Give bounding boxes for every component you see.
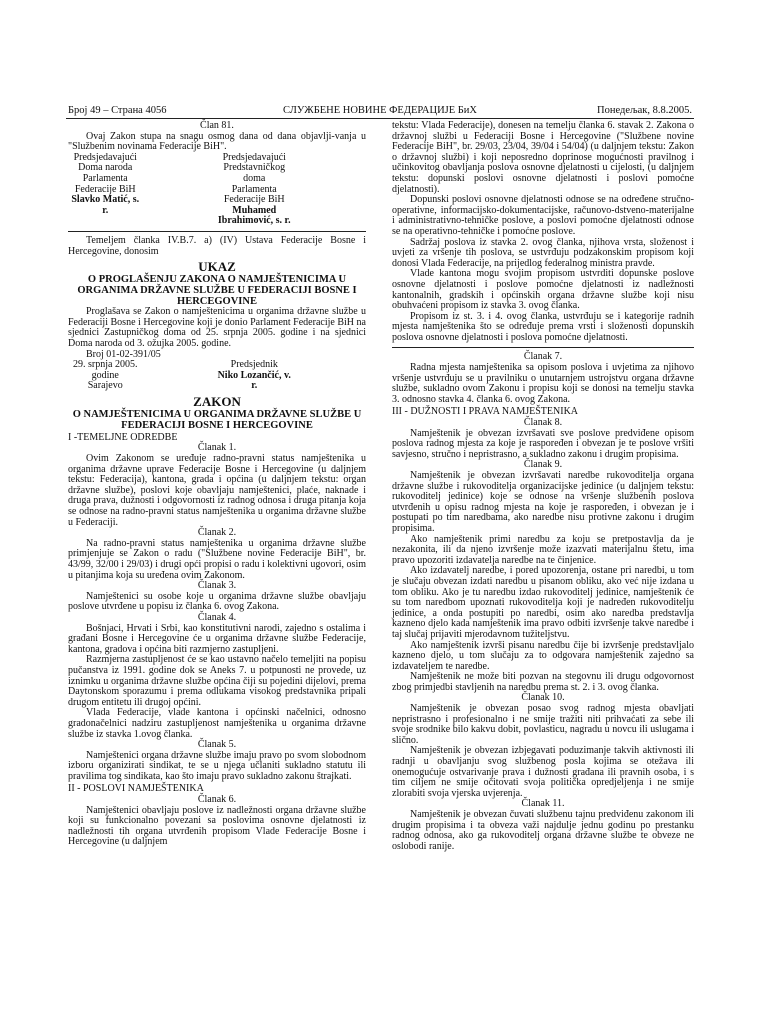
- paragraph: Proglašava se Zakon o namještenicima u organima državne službe u Federaciji Bosne i Hercegovine koji je donio Parlament Federacije BiH na sjednici Zastupničkog doma od 25. srpnja 2005. godine i na sjednici Doma naroda od 3. ožujka 2005. godine.: [68, 306, 366, 349]
- paragraph: Ako izdavatelj naredbe, i pored upozorenja, ostane pri naredbi, u tom je slučaju obvezan izdati naredbu u pisanom obliku, ako već nije izdana u tom obliku. Ako je tu naredbu izdao rukovoditelj jedinice, namještenik će su tom naredbom upoznati rukovoditelja koji je nadređen rukovoditelju jedinice, a onda postupiti po naredbi, osim ako naredba predstavlja kazneno djelo kada namještenik ima pravo odbiti izvršenje takve naredbe i taj slučaj prijaviti mjerodavnom tužiteljstvu.: [392, 565, 694, 640]
- paragraph: Bošnjaci, Hrvati i Srbi, kao konstitutivni narodi, zajedno s ostalima i građani Bosne i Hercegovine će u organima državne službe Federacije, kantona, gradova i općina biti razmjerno zastupljeni.: [68, 622, 366, 655]
- article-title: Članak 3.: [197, 580, 237, 592]
- page-header: [68, 104, 692, 118]
- section-divider: [68, 231, 366, 232]
- paragraph: Namještenik je obvezan posao svog radnog mjesta obavljati nepristrasno i profesionalno i ne smije tražiti niti prihvaćati za sebe ili svoje srodnike bilo kakvu dobit, povlasticu, nagradu u novcu ili uslugama i slično.: [392, 703, 694, 746]
- paragraph: Namještenik je obvezan izbjegavati poduzimanje takvih aktivnosti ili radnji u obavljanju svog službenog posla kojima se otežava ili onemogućuje ostvarivanje prava i dužnosti građana ili pravnih osoba, i s tim ciljem ne smije očitovati svoja politička opredjeljenja i ne smije zlorabiti svoja vjerska uvjerenja.: [392, 745, 694, 799]
- paragraph: Ako namještenik primi naredbu za koju se pretpostavlja da je nezakonita, ili da njeno izvršenje može izazvati materijalnu štetu, ima pravo upozoriti izdavatelja naredbe na te činjenice.: [392, 533, 694, 566]
- signer-role: Predsjednik: [230, 359, 278, 371]
- signature-role: Predsjedavajući: [73, 151, 137, 163]
- signature-parliament: Parlamenta Federacije BiH: [223, 183, 285, 206]
- section-heading: II - POSLOVI NAMJEŠTENIKA: [68, 783, 204, 795]
- paragraph: Dopunski poslovi osnovne djelatnosti odnose se na određene stručno-operativne, informacijsko-dokumentacijske, računovo-dstveno-materijalne i administrativno-tehničke poslove, a poslovi pomoćne djelatnosti odnose se na operativno-tehničke i pomoćne poslove.: [392, 194, 694, 237]
- signature-role: Predsjedavajući: [222, 151, 286, 163]
- gazette-title: СЛУЖБЕНЕ НОВИНЕ ФЕДЕРАЦИЈЕ БиХ: [282, 105, 478, 116]
- paragraph: Na radno-pravni status namještenika u organima državne službe primjenjuje se Zakon o radu ("Službene novine Federacije BiH", br. 43/99, 32/00 i 29/03) i drugi opći propisi o radu i kolektivni ugovori, osim u pitanjima koja su uređena ovim Zakonom.: [68, 537, 366, 581]
- issue-page-number: Број 49 – Страна 4056: [68, 105, 167, 116]
- paragraph: Ovaj Zakon stupa na snagu osmog dana od dana objavlji-vanja u "Službenim novinama Federacije BiH".: [68, 130, 366, 153]
- paragraph: Namještenik ne može biti pozvan na stegovnu ili drugu odgovornost zbog primjedbi stavljenih na naredbu prema st. 2. i 3. ovog članka.: [392, 671, 694, 693]
- article-title: Članak 9.: [523, 459, 563, 471]
- article-title: Članak 2.: [197, 527, 237, 539]
- paragraph: Namještenik je obvezan izvršavati sve poslove predviđene opisom poslova radnog mjesta za koje je raspoređen i obvezan je te poslove vršiti savjesno, stručno i nepristrasno, a sukladno zakonu i drugim propisima.: [392, 427, 694, 460]
- signature-body: Predstavničkog doma: [223, 162, 286, 184]
- ukaz-subtitle: O PROGLAŠENJU ZAKONA O NAMJEŠTENICIMA U ORGANIMA DRŽAVNE SLUŽBE U FEDERACIJI BOSNE I HERCEGOVINE: [77, 274, 357, 308]
- signature-doma-naroda: [68, 153, 217, 227]
- signature-predstavnicki-dom: [217, 153, 366, 227]
- article-title: Članak 7.: [523, 351, 563, 363]
- article-title: Članak 1.: [197, 442, 237, 454]
- paragraph: Temeljem članka IV.B.7. a) (IV) Ustava Federacije Bosne i Hercegovine, donosim: [68, 234, 366, 257]
- signer-name: Niko Lozančić, v. r.: [217, 369, 291, 392]
- paragraph: Namještenici organa državne službe imaju pravo po svom slobodnom izboru organizirati sindikat, te se u njega učlaniti sukladno statutu ili pravilima tog sindikata, kao što imaju pravo sukladno zakonu štrajkati.: [68, 749, 366, 782]
- article-title: Članak 6.: [197, 794, 237, 806]
- decree-place: Sarajevo: [87, 380, 123, 392]
- decree-signer: [217, 360, 366, 392]
- paragraph: Namještenici su osobe koje u organima državne službe obavljaju poslove utvrđene u popisu iz članka 6. ovog Zakona.: [68, 590, 366, 613]
- signature-block: [68, 153, 366, 227]
- paragraph: tekstu: Vlada Federacije), donesen na temelju članka 6. stavak 2. Zakona o državnoj službi u Federaciji Bosne i Hercegovine ("Službene novine Federacije BiH", br. 29/03, 23/04, 39/04 i 54/04) (u daljnjem tekstu: Zakon o državnoj službi) i koji neposredno doprinose mogućnosti pravilnog i učinkovitog obavljanja poslova osnovne djelatnosti u cijelosti, (u daljnjem tekstu: dopunski poslovi osnovne djelatnosti i poslovi pomoćne djelatnosti).: [392, 120, 694, 195]
- paragraph: Sadržaj poslova iz stavka 2. ovog članka, njihova vrsta, složenost i uvjeti za vršenje tih poslova, se ustvrđuju podzakonskim propisom koji donosi Vlada Federacije, na prijedlog federalnog ministra pravde.: [392, 236, 694, 269]
- paragraph: Namještenik je obvezan izvršavati naredbe rukovoditelja organa državne službe i rukovoditelja organizacijske jedinice (u daljnjem tekstu: rukovoditelj jedinice) koje se odnose na vršenje službenih poslova utvrđenih u opisu radnog mjesta na koje je raspoređen, i obvezan je i postupati po tim naredbama, ako naredbe nisu protivne zakonu i drugim propisima.: [392, 470, 694, 534]
- signature-name: Slavko Matić, s. r.: [71, 194, 140, 216]
- signature-name: Muhamed Ibrahimović, s. r.: [217, 204, 291, 227]
- paragraph: Namještenici obavljaju poslove iz nadležnosti organa državne službe koji su funkcionalno povezani sa poslovima osnovne djelatnosti iz nadležnosti tih organa utvrđenih propisom Vlade Federacije Bosne i Hercegovine (u daljnjem: [68, 804, 366, 848]
- article-title: Članak 4.: [197, 611, 237, 623]
- article-title: Članak 11.: [521, 798, 565, 810]
- article-title: Član 81.: [200, 120, 234, 131]
- paragraph: Ovim Zakonom se uređuje radno-pravni status namještenika u organima državne uprave Federacije Bosne i Hercegovine (u daljnjem tekstu: Federacija), kantona, grada i općina (u daljnjem tekstu: organ državne službe), poslovi koje obavljaju namještenici, plaće, naknade i druga prava, dužnosti i odgovornosti iz radnog odnosa i druga pitanja koja se odnose na radno-pravni status namještenika u organima državne službe u Federaciji.: [68, 453, 366, 528]
- decree-number: Broj 01-02-391/05: [86, 348, 161, 360]
- ukaz-heading: UKAZ: [198, 259, 236, 275]
- decree-date: 29. srpnja 2005. godine: [73, 359, 138, 381]
- issue-date: Понедељак, 8.8.2005.: [597, 105, 692, 116]
- decree-signature: [68, 360, 366, 392]
- decree-date-place: [68, 360, 217, 392]
- paragraph: Vlade kantona mogu svojim propisom ustvrditi dopunske poslove osnovne djelatnosti i poslove pomoćne djelatnosti iz nadležnosti kantonalnih, gradskih i općinskih organa državne službe koji nisu obuhvaćeni propisom iz stavka 3. ovog članka.: [392, 268, 694, 312]
- article-title: Članak 10.: [521, 692, 565, 704]
- signature-body: Doma naroda: [78, 162, 133, 174]
- header-rule: [66, 118, 694, 119]
- left-column: [68, 121, 366, 848]
- article-title: Članak 8.: [523, 417, 563, 429]
- paragraph: Ako namještenik izvrši pisanu naredbu čije bi izvršenje predstavljalo kazneno djelo, u tom slučaju za to odgovara namještenik zajedno sa izdavateljem te naredbe.: [392, 639, 694, 672]
- section-divider: [392, 347, 694, 348]
- paragraph: Namještenik je obvezan čuvati službenu tajnu predviđenu zakonom ili drugim propisima i ta obveza važi najdulje jednu godinu po prestanku radnog odnosa, ako ga rukovoditelj organa državne službe te obveze ne oslobodi ranije.: [392, 809, 694, 852]
- section-heading: I -TEMELJNE ODREDBE: [68, 431, 178, 443]
- zakon-heading: ZAKON: [193, 393, 241, 409]
- section-heading: III - DUŽNOSTI I PRAVA NAMJEŠTENIKA: [392, 406, 579, 418]
- zakon-subtitle: O NAMJEŠTENICIMA U ORGANIMA DRŽAVNE SLUŽBE U FEDERACIJI BOSNE I HERCEGOVINE: [72, 408, 362, 431]
- signature-parliament: Parlamenta Federacije BiH: [74, 172, 136, 195]
- paragraph: Vlada Federacije, vlade kantona i općinski načelnici, odnosno gradonačelnici nadziru zastupljenost namještenika u organima državne službe iz stavka 1.ovog članka.: [68, 707, 366, 740]
- right-column: [392, 121, 694, 852]
- paragraph: Radna mjesta namještenika sa opisom poslova i uvjetima za njihovo vršenje ustvrđuju se u pravilniku o unutarnjem ustrojstvu organa državne službe, sukladno ovom Zakonu i propisu koji se donosi na temelju stavka 3. odnosno stavka 4. članka 6. ovog Zakona.: [392, 362, 694, 405]
- paragraph: Razmjerna zastupljenost će se kao ustavno načelo temeljiti na popisu pučanstva iz 1991. godine dok se Aneks 7. u potpunosti ne provede, uz iznimku u organima državne službe općina čiji su pojedini dijelovi, prema Daytonskom sporazumu i prema odlukama visokog predstavnika pripali drugom entitetu ili drugoj općini.: [68, 654, 366, 708]
- paragraph: Propisom iz st. 3. i 4. ovog članka, ustvrđuju se i kategorije radnih mjesta namještenika što se određuje prema vrsti i složenosti dopunskih poslova osnovne djelatnosti i poslova pomoćne djelatnosti.: [392, 310, 694, 343]
- article-title: Članak 5.: [197, 739, 237, 751]
